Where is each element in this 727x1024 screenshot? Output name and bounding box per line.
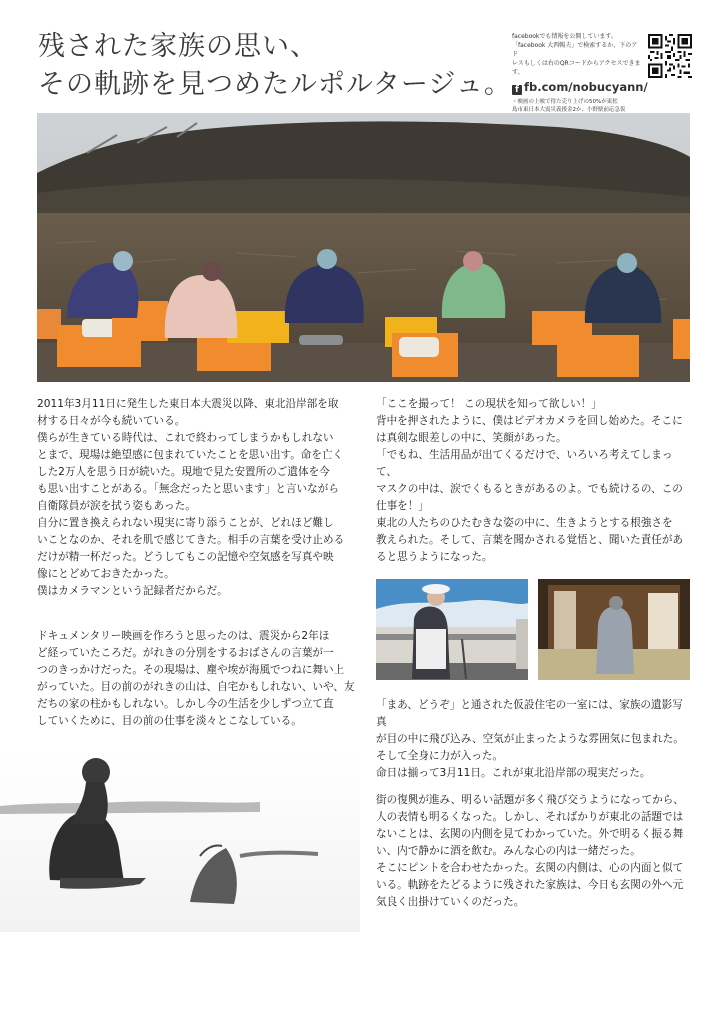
main-photo-debris-sorting	[37, 113, 690, 382]
paragraph-line: 東北の人たちのひたむきな姿の中に、生きようとする根強さを	[376, 517, 673, 529]
photo-family-altar	[538, 579, 690, 680]
facebook-icon: f	[512, 85, 522, 95]
paragraph-line: そこにピントを合わせたかった。玄関の内側は、心の内面と似て	[376, 862, 684, 874]
donation-note-2: 島市東日本大震災義援金2か、小野駅前応急仮	[512, 107, 626, 113]
paragraph-line: 「まあ、どうぞ」と通された仮設住宅の一室には、家族の遺影写真	[376, 699, 683, 728]
paragraph-line: だけが精一杯だった。どうしてもこの記憶や空気感を写真や映	[37, 551, 334, 563]
paragraph-line: 気良く出掛けていくのだった。	[376, 896, 525, 908]
donation-note-1: ・映画の上映で得た売り上げの50%が東松	[512, 99, 618, 105]
photo-woman-temporary-housing	[376, 579, 528, 680]
paragraph-line: 街の復興が進み、明るい話題が多く飛び交うようになってから、	[376, 794, 684, 806]
info-line-2: 「facebook 大西暢夫」で検索するか、下のアド	[512, 42, 638, 58]
info-line-3: レスもしくは右のQRコードからアクセスできます。	[512, 60, 641, 76]
page-title	[38, 28, 512, 104]
paragraph-line: 「ここを撮って！ この現状を知って欲しい！」	[376, 398, 602, 410]
paragraph-line: 人の表情も明るくなった。しかし、そればかりが東北の話題では	[376, 811, 684, 823]
paragraph-line: 自衛隊員が涙を拭う姿もあった。	[37, 500, 196, 512]
article-right-column-3	[376, 792, 692, 911]
paragraph-line: していくために、目の前の仕事を淡々とこなしている。	[37, 715, 302, 727]
paragraph-line: い、内で静かに酒を飲む。みんな心の内は一緒だった。	[376, 845, 641, 857]
paragraph-line: いる。軌跡をたどるように残された家族は、今日も玄関の外へ元	[376, 879, 684, 891]
paragraph-line: ると思うようになった。	[376, 551, 493, 563]
paragraph-line: そして全身に力が入った。	[376, 750, 504, 762]
paragraph-line: 僕はカメラマンという記録者だからだ。	[37, 585, 228, 597]
paragraph-line: だちの家の柱かもしれない。しかし今の生活を少しずつ立て直	[37, 698, 334, 710]
paragraph-line: した2万人を思う日が続いた。現地で見た安置所のご遺体を今	[37, 466, 330, 478]
paragraph-line: が目の中に飛び込み、空気が止まったような雰囲気に包まれた。	[376, 733, 684, 745]
paragraph-line: 仕事を！」	[376, 500, 429, 512]
paragraph-line: ないことは、玄関の内側を見てわかっていた。外で明るく振る舞	[376, 828, 684, 840]
title-line-2: その軌跡を見つめたルポルタージュ。	[38, 69, 512, 100]
paragraph-line: 材する日々が今も続いている。	[37, 415, 186, 427]
title-line-1: 残された家族の思い、	[38, 31, 318, 62]
paragraph-line: 命日は揃って3月11日。これが東北沿岸部の現実だった。	[376, 767, 651, 779]
paragraph-line: つのきっかけだった。その現場は、塵や埃が海風でつねに舞い上	[37, 664, 345, 676]
paragraph-line: とまで、現場は絶望感に包まれていたことを思い出す。命を亡く	[37, 449, 344, 461]
paragraph-line: 背中を押されたように、僕はビデオカメラを回し始めた。そこに	[376, 415, 683, 427]
paragraph-line: 僕らが生きている時代は、これで終わってしまうかもしれない	[37, 432, 334, 444]
paragraph-line: は真剣な眼差しの中に、笑顔があった。	[376, 432, 567, 444]
paragraph-line: 2011年3月11日に発生した東日本大震災以降、東北沿岸部を取	[37, 398, 339, 410]
paragraph-line: 教えられた。そして、言葉を聞かされる覚悟と、聞いた責任があ	[376, 534, 684, 546]
paragraph-line: いことなのか、それを肌で感じてきた。相手の言葉を受け止める	[37, 534, 345, 546]
paragraph-line: ドキュメンタリー映画を作ろうと思ったのは、震災から2年ほ	[37, 630, 330, 642]
photo-kneeling-figure-bw	[0, 752, 360, 932]
article-right-column-1	[376, 396, 692, 566]
facebook-url[interactable]	[512, 79, 648, 95]
qr-code-icon[interactable]	[648, 34, 692, 78]
info-line-1: facebookでも情報を公開しています。	[512, 33, 617, 40]
article-right-column-2	[376, 697, 692, 782]
article-left-column-2	[37, 628, 357, 730]
paragraph-line: ど経っていたころだ。がれきの分別をするおばさんの言葉が一	[37, 647, 334, 659]
facebook-url-text: fb.com/nobucyann/	[524, 80, 648, 94]
paragraph-line: 自分に置き換えられない現実に寄り添うことが、どれほど難し	[37, 517, 334, 529]
paragraph-line: 像にとどめておきたかった。	[37, 568, 175, 580]
paragraph-line: 「でもね、生活用品が出てくるだけで、いろいろ考えてしまって、	[376, 449, 673, 478]
article-left-column-1	[37, 396, 357, 600]
paragraph-line: も思い出すことがある。「無念だったと思います」と言いながら	[37, 483, 339, 495]
paragraph-line: マスクの中は、涙でくもるときがあるのよ。でも続けるの、この	[376, 483, 683, 495]
paragraph-line: がっていた。目の前のがれきの山は、自宅かもしれない、いや、友	[37, 681, 355, 693]
